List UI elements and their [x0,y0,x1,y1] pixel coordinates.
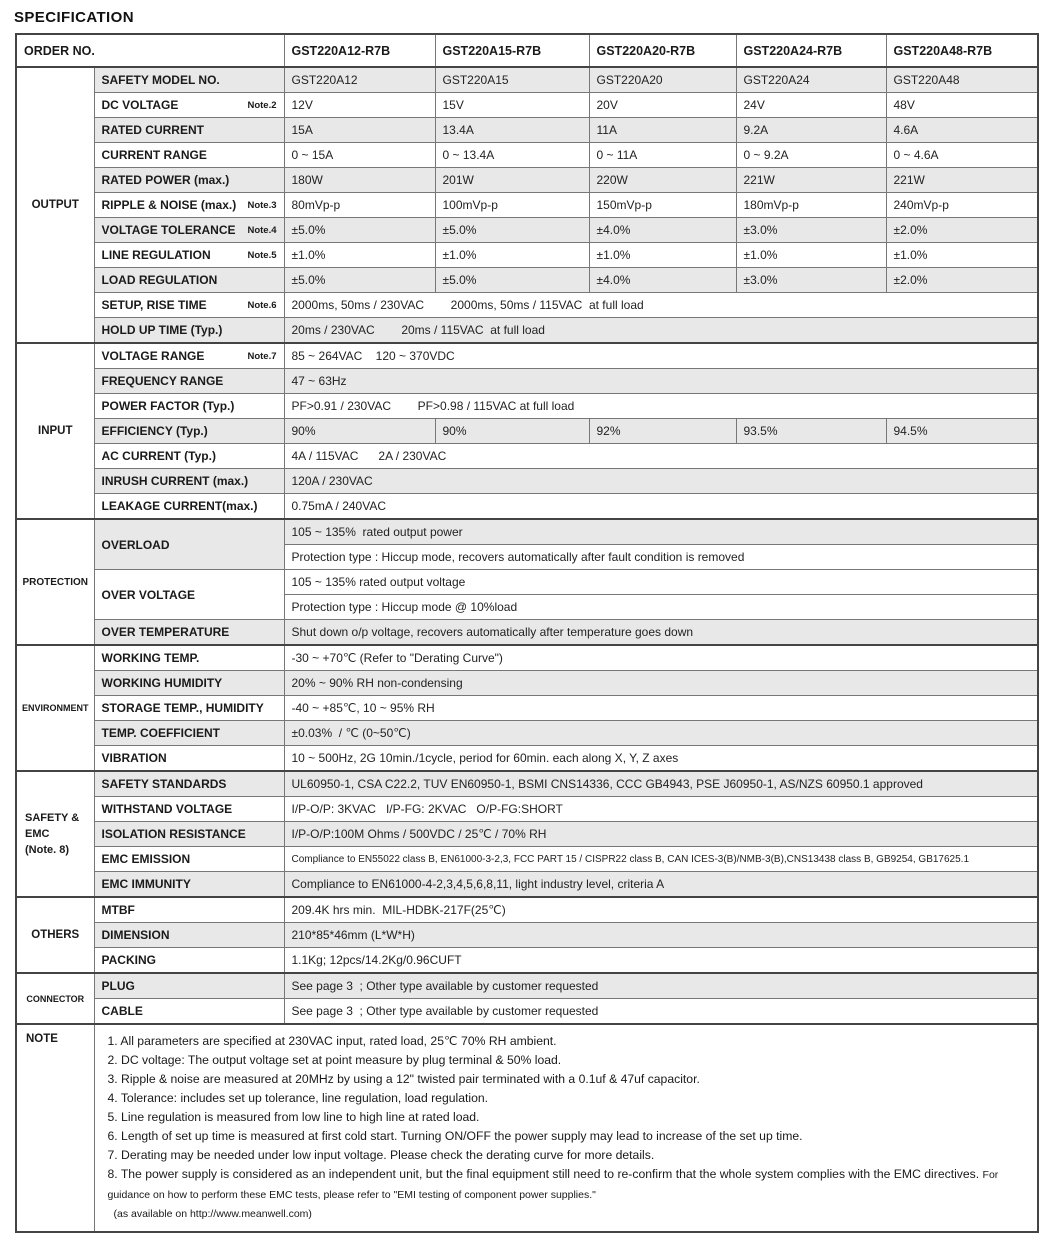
note-item-text: 4. Tolerance: includes set up tolerance, line regulation, load regulation. [107,1091,489,1105]
row-label-wrap [102,323,277,337]
value-cell: 13.4A [435,118,589,143]
row-label-wrap [102,726,277,740]
row-label-wrap [102,349,277,363]
section-cell [16,771,94,897]
model-header-cell: GST220A24-R7B [736,34,886,67]
row-label [94,193,284,218]
span-value-cell: 20ms / 230VAC 20ms / 115VAC at full load [284,318,1038,344]
row-label-wrap [102,449,277,463]
note-item-text: 2. DC voltage: The output voltage set at point measure by plug terminal & 50% load. [107,1053,562,1067]
note-item-text: 1. All parameters are specified at 230VAC input, rated load, 25℃ 70% RH ambient. [107,1034,557,1048]
row-label-wrap [102,676,277,690]
note-item [108,1070,1028,1089]
note-item-small-text: For guidance on how to perform these EMC tests, please refer to "EMI testing of component power supplies." [107,1169,999,1201]
row-label-title: LOAD REGULATION [101,273,218,287]
row-label [94,570,284,620]
span-value-cell: 20% ~ 90% RH non-condensing [284,671,1038,696]
row-label-title: RIPPLE & NOISE (max.) [101,198,237,212]
row-label-wrap [102,73,277,87]
value-cell: ±2.0% [886,218,1038,243]
value-cell: 90% [435,419,589,444]
row-label [94,218,284,243]
row-label-title: DIMENSION [101,928,170,942]
value-cell: ±4.0% [589,218,736,243]
value-cell: 48V [886,93,1038,118]
value-cell: ±5.0% [435,268,589,293]
note-item [108,1127,1028,1146]
value-cell: 240mVp-p [886,193,1038,218]
row-label-wrap [102,98,277,112]
sub-value-cell: 105 ~ 135% rated output power [284,519,1038,545]
note-footer: (as available on http://www.meanwell.com) [113,1208,312,1220]
note-item [108,1051,1028,1070]
section-cell: OUTPUT [16,67,94,343]
row-label-wrap [102,979,277,993]
row-label-wrap [102,1004,277,1018]
row-label-title: CABLE [101,1004,143,1018]
row-label [94,847,284,872]
notes-cell [94,1024,1038,1232]
value-cell: GST220A15 [435,67,589,93]
value-cell: GST220A24 [736,67,886,93]
note-item [108,1032,1028,1051]
row-label-title: EMC IMMUNITY [101,877,191,891]
value-cell: 90% [284,419,435,444]
row-label [94,999,284,1025]
row-label-wrap [102,588,277,602]
row-label-title: STORAGE TEMP., HUMIDITY [101,701,264,715]
note-section-cell: NOTE [16,1024,94,1232]
row-label-title: PLUG [101,979,135,993]
row-label-wrap [102,877,277,891]
row-label-title: DC VOLTAGE [101,98,179,112]
row-label [94,721,284,746]
row-label [94,394,284,419]
row-label [94,469,284,494]
section-cell: CONNECTOR [16,973,94,1024]
row-note-ref: Note.4 [247,224,277,236]
span-value-cell: 120A / 230VAC [284,469,1038,494]
row-label-title: AC CURRENT (Typ.) [101,449,216,463]
value-cell: 12V [284,93,435,118]
value-cell: 0 ~ 13.4A [435,143,589,168]
value-cell: ±1.0% [284,243,435,268]
span-value-cell: See page 3 ; Other type available by customer requested [284,973,1038,999]
value-cell: GST220A12 [284,67,435,93]
row-label-wrap [102,852,277,866]
row-label-wrap [102,827,277,841]
note-item-text: 6. Length of set up time is measured at first cold start. Turning ON/OFF the power supply may lead to increase of the set up time. [107,1129,803,1143]
span-value-cell: 1.1Kg; 12pcs/14.2Kg/0.96CUFT [284,948,1038,974]
value-cell: 0 ~ 4.6A [886,143,1038,168]
section-cell: ENVIRONMENT [16,645,94,771]
note-item-text: 8. The power supply is considered as an independent unit, but the final equipment still need to re-confirm that the whole system complies with the EMC directives. [107,1167,980,1181]
note-item-text: 5. Line regulation is measured from low line to high line at rated load. [107,1110,480,1124]
row-label [94,696,284,721]
span-value-cell: Compliance to EN61000-4-2,3,4,5,6,8,11, light industry level, criteria A [284,872,1038,898]
row-label [94,444,284,469]
value-cell: 100mVp-p [435,193,589,218]
row-note-ref: Note.7 [247,350,277,362]
row-label-wrap [102,802,277,816]
span-value-cell: See page 3 ; Other type available by customer requested [284,999,1038,1025]
span-value-cell: 210*85*46mm (L*W*H) [284,923,1038,948]
row-label [94,419,284,444]
value-cell: ±2.0% [886,268,1038,293]
note-item [108,1146,1028,1165]
row-label [94,343,284,369]
row-label [94,494,284,520]
span-value-cell: -30 ~ +70℃ (Refer to "Derating Curve") [284,645,1038,671]
span-value-cell: PF>0.91 / 230VAC PF>0.98 / 115VAC at full load [284,394,1038,419]
model-header-cell: GST220A12-R7B [284,34,435,67]
span-value-cell: I/P-O/P: 3KVAC I/P-FG: 2KVAC O/P-FG:SHORT [284,797,1038,822]
row-note-ref: Note.5 [247,249,277,261]
value-cell: ±5.0% [284,268,435,293]
row-label-wrap [102,374,277,388]
row-label-title: ISOLATION RESISTANCE [101,827,246,841]
row-label-title: POWER FACTOR (Typ.) [101,399,235,413]
span-value-cell: 4A / 115VAC 2A / 230VAC [284,444,1038,469]
note-item-text: 3. Ripple & noise are measured at 20MHz by using a 12" twisted pair terminated with a 0.1uf & 47uf capacitor. [107,1072,700,1086]
value-cell: 201W [435,168,589,193]
row-label-title: OVER TEMPERATURE [101,625,230,639]
sub-value-cell: Protection type : Hiccup mode @ 10%load [284,595,1038,620]
section-cell-line: EMC [25,828,50,840]
span-value-cell: 85 ~ 264VAC 120 ~ 370VDC [284,343,1038,369]
row-label-title: EMC EMISSION [101,852,191,866]
value-cell: 80mVp-p [284,193,435,218]
row-label-title: OVERLOAD [101,537,170,552]
value-cell: 221W [886,168,1038,193]
row-label [94,620,284,646]
row-label-wrap [102,298,277,312]
model-header-cell: GST220A15-R7B [435,34,589,67]
row-label [94,293,284,318]
row-label [94,897,284,923]
row-label [94,822,284,847]
row-label [94,948,284,974]
span-value-cell: ±0.03% / ℃ (0~50℃) [284,721,1038,746]
row-label-title: TEMP. COEFFICIENT [101,726,220,740]
value-cell: 94.5% [886,419,1038,444]
value-cell: 0 ~ 11A [589,143,736,168]
row-label-wrap [102,173,277,187]
value-cell: ±1.0% [886,243,1038,268]
value-cell: ±1.0% [736,243,886,268]
value-cell: 0 ~ 15A [284,143,435,168]
row-label-wrap [102,751,277,765]
row-label-title: WORKING HUMIDITY [101,676,223,690]
value-cell: ±5.0% [435,218,589,243]
row-label-title: MTBF [101,903,135,917]
row-label [94,268,284,293]
section-cell-line: (Note. 8) [25,844,69,856]
value-cell: 15V [435,93,589,118]
value-cell: GST220A20 [589,67,736,93]
row-label [94,168,284,193]
row-label [94,771,284,797]
value-cell: ±1.0% [589,243,736,268]
row-label-wrap [102,399,277,413]
sub-value-cell: Protection type : Hiccup mode, recovers automatically after fault condition is removed [284,545,1038,570]
row-label-title: CURRENT RANGE [101,148,207,162]
row-label-title: WITHSTAND VOLTAGE [101,802,233,816]
value-cell: 20V [589,93,736,118]
row-label-title: RATED POWER (max.) [101,173,230,187]
span-value-cell: 47 ~ 63Hz [284,369,1038,394]
section-cell-line: SAFETY & [25,812,80,824]
row-label [94,872,284,898]
model-header-cell: GST220A48-R7B [886,34,1038,67]
row-label [94,318,284,344]
row-label-title: SETUP, RISE TIME [101,298,207,312]
page-title: SPECIFICATION [14,9,134,26]
span-value-cell: UL60950-1, CSA C22.2, TUV EN60950-1, BSMI CNS14336, CCC GB4943, PSE J60950-1, AS/NZS 60950.1 approved [284,771,1038,797]
note-item [108,1165,1028,1205]
row-label-wrap [102,424,277,438]
span-value-cell: I/P-O/P:100M Ohms / 500VDC / 25℃ / 70% RH [284,822,1038,847]
row-label [94,797,284,822]
row-label [94,645,284,671]
value-cell: 150mVp-p [589,193,736,218]
row-label-wrap [102,777,277,791]
value-cell: 15A [284,118,435,143]
note-item-text: 7. Derating may be needed under low input voltage. Please check the derating curve for more details. [107,1148,655,1162]
row-label-title: LEAKAGE CURRENT(max.) [101,499,258,513]
row-label-wrap [102,248,277,262]
row-label [94,143,284,168]
row-label-wrap [102,928,277,942]
value-cell: 220W [589,168,736,193]
row-label [94,923,284,948]
value-cell: 180mVp-p [736,193,886,218]
value-cell: ±5.0% [284,218,435,243]
row-label-wrap [102,538,277,552]
row-label-title: VIBRATION [101,751,167,765]
order-no-cell: ORDER NO. [16,34,284,67]
row-label-wrap [102,123,277,137]
span-value-cell: 10 ~ 500Hz, 2G 10min./1cycle, period for 60min. each along X, Y, Z axes [284,746,1038,772]
value-cell: ±3.0% [736,218,886,243]
value-cell: 221W [736,168,886,193]
value-cell: ±4.0% [589,268,736,293]
row-label-wrap [102,903,277,917]
section-cell: PROTECTION [16,519,94,645]
note-item [108,1108,1028,1127]
value-cell: 24V [736,93,886,118]
note-item [108,1089,1028,1108]
row-label-wrap [102,499,277,513]
span-value-cell: 2000ms, 50ms / 230VAC 2000ms, 50ms / 115VAC at full load [284,293,1038,318]
row-note-ref: Note.6 [247,299,277,311]
row-label-wrap [102,148,277,162]
spec-table-body [16,34,1038,1232]
spec-table [15,33,1039,1233]
row-label-title: FREQUENCY RANGE [101,374,224,388]
row-label-title: VOLTAGE RANGE [101,349,205,363]
row-label [94,67,284,93]
row-label-wrap [102,953,277,967]
row-note-ref: Note.2 [247,99,277,111]
row-label-wrap [102,625,277,639]
value-cell: 11A [589,118,736,143]
row-label-title: WORKING TEMP. [101,651,200,665]
row-label-wrap [102,273,277,287]
value-cell: 4.6A [886,118,1038,143]
value-cell: 92% [589,419,736,444]
sub-value-cell: 105 ~ 135% rated output voltage [284,570,1038,595]
row-label-title: HOLD UP TIME (Typ.) [101,323,223,337]
row-label-wrap [102,198,277,212]
value-cell: 9.2A [736,118,886,143]
row-label-title: EFFICIENCY (Typ.) [101,424,208,438]
row-label-title: VOLTAGE TOLERANCE [101,223,236,237]
row-label-title: SAFETY MODEL NO. [101,73,220,87]
span-value-cell: Shut down o/p voltage, recovers automatically after temperature goes down [284,620,1038,646]
row-label-title: SAFETY STANDARDS [101,777,227,791]
value-cell: GST220A48 [886,67,1038,93]
row-label-title: OVER VOLTAGE [101,587,196,602]
row-label [94,973,284,999]
row-label-wrap [102,223,277,237]
row-label-title: INRUSH CURRENT (max.) [101,474,249,488]
section-cell: INPUT [16,343,94,519]
value-cell: 93.5% [736,419,886,444]
span-value-cell: -40 ~ +85℃, 10 ~ 95% RH [284,696,1038,721]
row-label-title: RATED CURRENT [101,123,204,137]
value-cell: ±3.0% [736,268,886,293]
row-label-title: PACKING [101,953,156,967]
row-label [94,519,284,570]
row-label [94,118,284,143]
row-label [94,746,284,772]
model-header-cell: GST220A20-R7B [589,34,736,67]
row-label-title: LINE REGULATION [101,248,211,262]
section-cell: OTHERS [16,897,94,973]
row-note-ref: Note.3 [247,199,277,211]
row-label [94,243,284,268]
row-label-wrap [102,701,277,715]
row-label-wrap [102,651,277,665]
span-value-cell: 209.4K hrs min. MIL-HDBK-217F(25℃) [284,897,1038,923]
span-value-cell: Compliance to EN55022 class B, EN61000-3-2,3, FCC PART 15 / CISPR22 class B, CAN ICES-3(B)/NMB-3(B),CNS13438 class B, GB9254, GB17625.1 [284,847,1038,872]
row-label [94,369,284,394]
value-cell: 180W [284,168,435,193]
value-cell: 0 ~ 9.2A [736,143,886,168]
row-label-wrap [102,474,277,488]
value-cell: ±1.0% [435,243,589,268]
span-value-cell: 0.75mA / 240VAC [284,494,1038,520]
row-label [94,671,284,696]
row-label [94,93,284,118]
